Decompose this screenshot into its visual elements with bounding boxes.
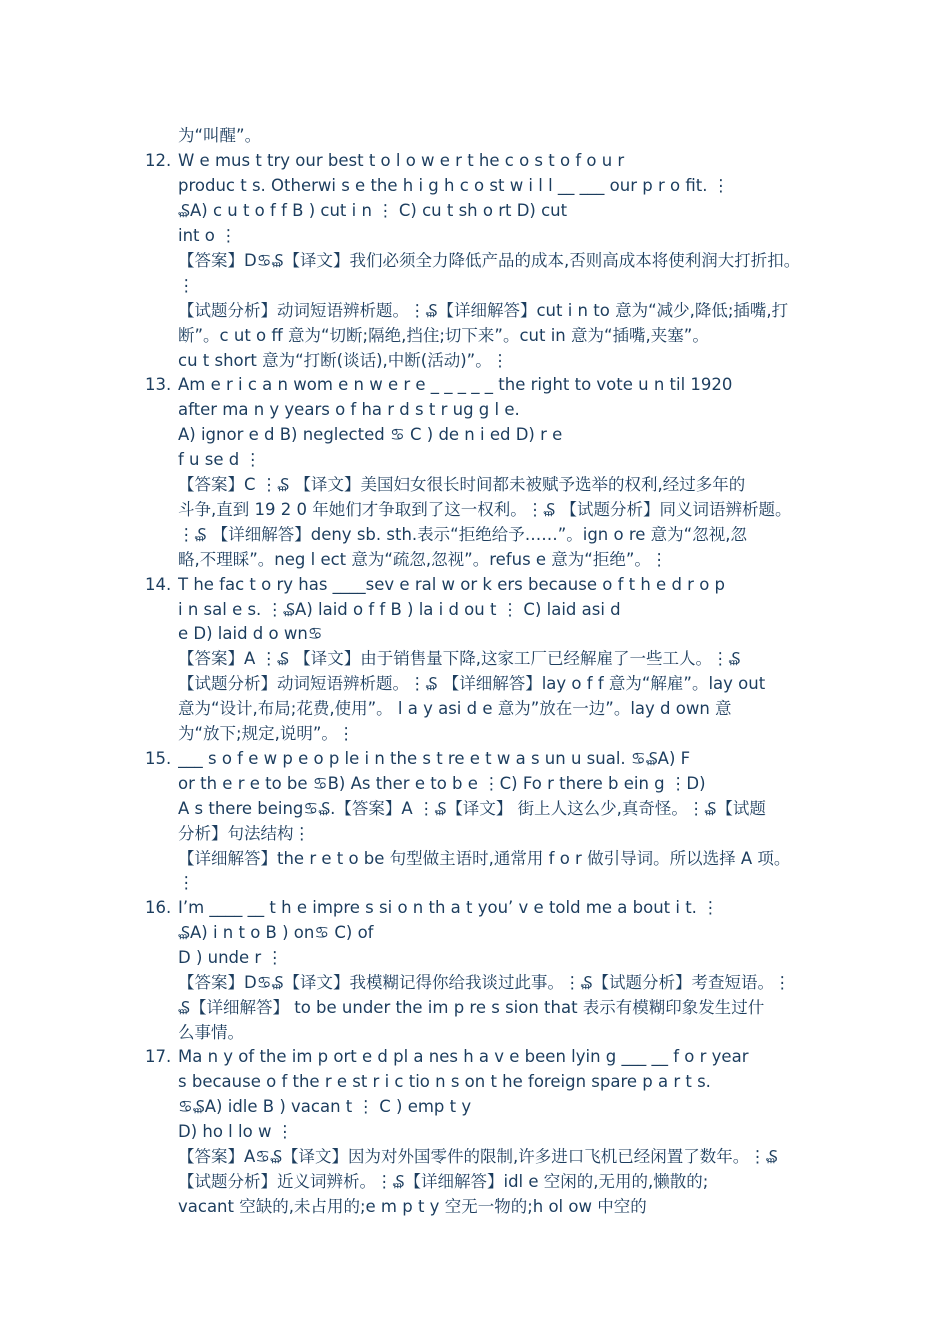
text-line: 【详细解答】the r e t o be 句型做主语时,通常用 f o r 做引导词。所以选择 A 项。 xyxy=(178,849,791,868)
text-line: 略,不理睬”。neg l ect 意为“疏忽,忽视”。refus e 意为“拒绝”。⋮ xyxy=(178,550,668,569)
text-line: after ma n y years o f ha r d s t r ug g l e. xyxy=(178,400,520,419)
text-line: 分析】句法结构⋮ xyxy=(178,824,310,843)
text-line: e D) laid d o wn♋ xyxy=(178,624,323,643)
text-line: or th e r e to be ♋B) As ther e to b e ⋮C) Fo r there b ein g ⋮D) xyxy=(178,774,706,793)
text-line: 【试题分析】近义词辨析。⋮₷【详细解答】idl e 空闲的,无用的,懒散的; xyxy=(178,1172,709,1191)
text-line: 【试题分析】动词短语辨析题。⋮₷ 【详细解答】lay o f f 意为“解雇”。lay out xyxy=(178,674,766,693)
text-line: Ma n y of the im p ort e d pl a nes h a v e been lyin g ___ __ f o r year xyxy=(178,1047,749,1066)
text-line: ₷A) c u t o f f B ) cut i n ⋮ C) cu t sh o rt D) cut xyxy=(178,201,568,220)
text-line: A s there being♋₷.【答案】A ⋮₷【译文】 街上人这么少,真奇怪。⋮₷【试题 xyxy=(178,799,766,818)
text-line: Am e r i c a n wom e n w e r e _ _ _ _ _ the right to vote u n til 1920 xyxy=(178,375,733,394)
text-line: W e mus t try our best t o l o w e r t he c o s t o f o u r xyxy=(178,151,625,170)
text-line: produc t s. Otherwi s e the h i g h c o st w i l l __ ___ our p r o fit. ⋮ xyxy=(178,176,730,195)
text-line: i n sal e s. ⋮₷A) laid o f f B ) la i d ou t ⋮ C) laid asi d xyxy=(178,600,621,619)
text-line: 【试题分析】动词短语辨析题。⋮₷【详细解答】cut i n to 意为“减少,降低;插嘴,打 xyxy=(178,301,789,320)
text-line: 【答案】A ⋮₷ 【译文】由于销售量下降,这家工厂已经解雇了一些工人。⋮₷ xyxy=(178,649,741,668)
text-line: 为“放下;规定,说明”。⋮ xyxy=(178,724,355,743)
text-line: 【答案】C ⋮₷ 【译文】美国妇女很长时间都未被赋予选举的权利,经过多年的 xyxy=(178,475,746,494)
text-line: D) ho l lo w ⋮ xyxy=(178,1122,294,1141)
question-number-12: 12. xyxy=(145,151,172,170)
question-number-13: 13. xyxy=(145,375,172,394)
text-line: 断”。c ut o ff 意为“切断;隔绝,挡住;切下来”。cut in 意为“插嘴,夹塞”。 xyxy=(178,326,709,345)
question-number-16: 16. xyxy=(145,898,172,917)
text-line: 斗争,直到 19 2 0 年她们才争取到了这一权利。⋮₷ 【试题分析】同义词语辨析题。 xyxy=(178,500,792,519)
text-line: 么事情。 xyxy=(178,1023,244,1042)
text-line: ⋮ xyxy=(178,276,195,295)
text-line: ₷【详细解答】 to be under the im p re s sion that 表示有模糊印象发生过什 xyxy=(178,998,765,1017)
text-line: ⋮ xyxy=(178,873,195,892)
text-line: s because o f the r e st r i c tio n s on t he foreign spare p a r t s. xyxy=(178,1072,711,1091)
question-number-14: 14. xyxy=(145,575,172,594)
text-line: ₷A) i n t o B ) on♋ C) of xyxy=(178,923,374,942)
text-line: f u se d ⋮ xyxy=(178,450,261,469)
question-number-15: 15. xyxy=(145,749,172,768)
text-line: D ) unde r ⋮ xyxy=(178,948,283,967)
text-line: ___ s o f e w p e o p le i n the s t re e t w a s un u sual. ♋₷A) F xyxy=(178,749,691,768)
text-line: 【答案】D♋₷【译文】我们必须全力降低产品的成本,否则高成本将使利润大打折扣。 xyxy=(178,251,801,270)
text-line: 为“叫醒”。 xyxy=(178,126,262,145)
text-line: T he fac t o ry has ____sev e ral w or k ers because o f t h e d r o p xyxy=(178,575,726,594)
text-line: 意为“设计,布局;花费,使用”。 l a y asi d e 意为”放在一边”。lay d own 意 xyxy=(178,699,732,718)
text-line: 【答案】D♋₷【译文】我模糊记得你给我谈过此事。⋮₷【试题分析】考查短语。⋮ xyxy=(178,973,791,992)
text-line: int o ⋮ xyxy=(178,226,237,245)
text-line: 【答案】A♋₷【译文】因为对外国零件的限制,许多进口飞机已经闲置了数年。⋮₷ xyxy=(178,1147,778,1166)
text-line: vacant 空缺的,未占用的;e m p t y 空无一物的;h ol ow 中空的 xyxy=(178,1197,647,1216)
text-line: I’m ____ __ t h e impre s si o n th a t you’ v e told me a bout i t. ⋮ xyxy=(178,898,719,917)
text-line: cu t short 意为“打断(谈话),中断(活动)”。⋮ xyxy=(178,351,509,370)
text-line: A) ignor e d B) neglected ♋ C ) de n i ed D) r e xyxy=(178,425,563,444)
question-number-17: 17. xyxy=(145,1047,172,1066)
text-line: ♋₷A) idle B ) vacan t ⋮ C ) emp t y xyxy=(178,1097,472,1116)
text-line: ⋮₷ 【详细解答】deny sb. sth.表示“拒绝给予……”。ign o re 意为“忽视,忽 xyxy=(178,525,747,544)
